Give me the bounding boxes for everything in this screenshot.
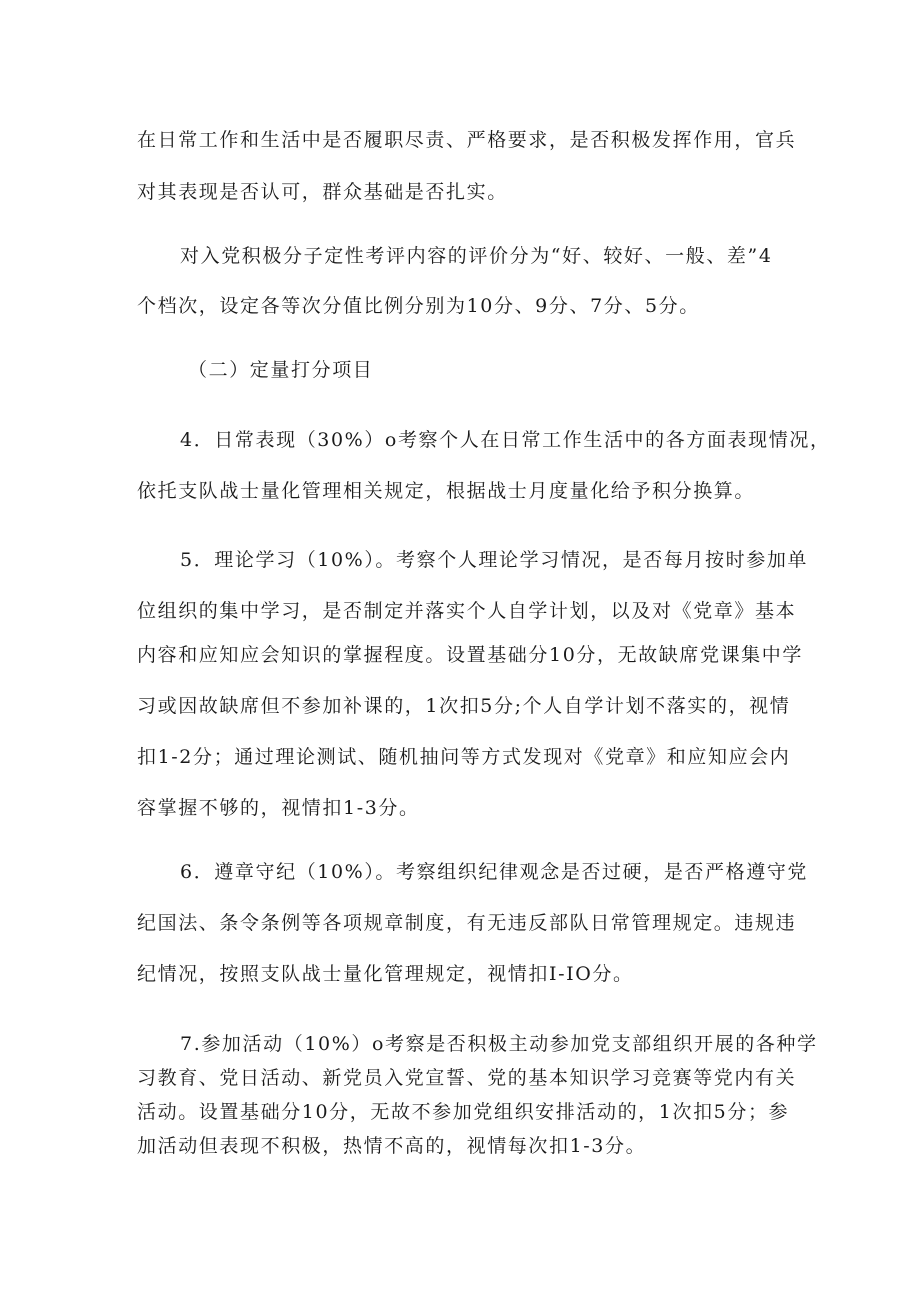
paragraph-line: 对其表现是否认可，群众基础是否扎实。 [137, 181, 508, 203]
paragraph-line: 依托支队战士量化管理相关规定，根据战士月度量化给予积分换算。 [137, 480, 756, 502]
paragraph-line: 5．理论学习（10%）。考察个人理论学习情况，是否每月按时参加单 [180, 549, 809, 571]
paragraph-line: 在日常工作和生活中是否履职尽责、严格要求，是否积极发挥作用，官兵 [137, 129, 797, 151]
paragraph-line: 位组织的集中学习，是否制定并落实个人自学计划，以及对《党章》基本 [137, 600, 797, 622]
paragraph-line: 容掌握不够的，视情扣1-3分。 [137, 797, 420, 819]
section-heading: （二）定量打分项目 [188, 359, 374, 381]
paragraph-line: 活动。设置基础分10分，无故不参加党组织安排活动的，1次扣5分；参 [137, 1101, 790, 1123]
paragraph-line: 习教育、党日活动、新党员入党宣誓、党的基本知识学习竞赛等党内有关 [137, 1067, 797, 1089]
paragraph-line: 4．日常表现（30%）o考察个人在日常工作生活中的各方面表现情况， [180, 429, 831, 451]
paragraph-line: 个档次，设定各等次分值比例分别为10分、9分、7分、5分。 [137, 295, 700, 317]
paragraph-line: 内容和应知应会知识的掌握程度。设置基础分10分，无故缺席党课集中学 [137, 644, 803, 666]
paragraph-line: 习或因故缺席但不参加补课的，1次扣5分;个人自学计划不落实的，视情 [137, 695, 791, 717]
paragraph-line: 对入党积极分子定性考评内容的评价分为“好、较好、一般、差”4 [180, 245, 773, 267]
paragraph-line: 纪情况，按照支队战士量化管理规定，视情扣I-IO分。 [137, 963, 634, 985]
paragraph-line: 纪国法、条令条例等各项规章制度，有无违反部队日常管理规定。违规违 [137, 912, 797, 934]
paragraph-line: 扣1-2分；通过理论测试、随机抽问等方式发现对《党章》和应知应会内 [137, 746, 791, 768]
paragraph-line: 7.参加活动（10%）o考察是否积极主动参加党支部组织开展的各种学 [180, 1033, 818, 1055]
paragraph-line: 6．遵章守纪（10%）。考察组织纪律观念是否过硬，是否严格遵守党 [180, 861, 809, 883]
paragraph-line: 加活动但表现不积极，热情不高的，视情每次扣1-3分。 [137, 1135, 647, 1157]
